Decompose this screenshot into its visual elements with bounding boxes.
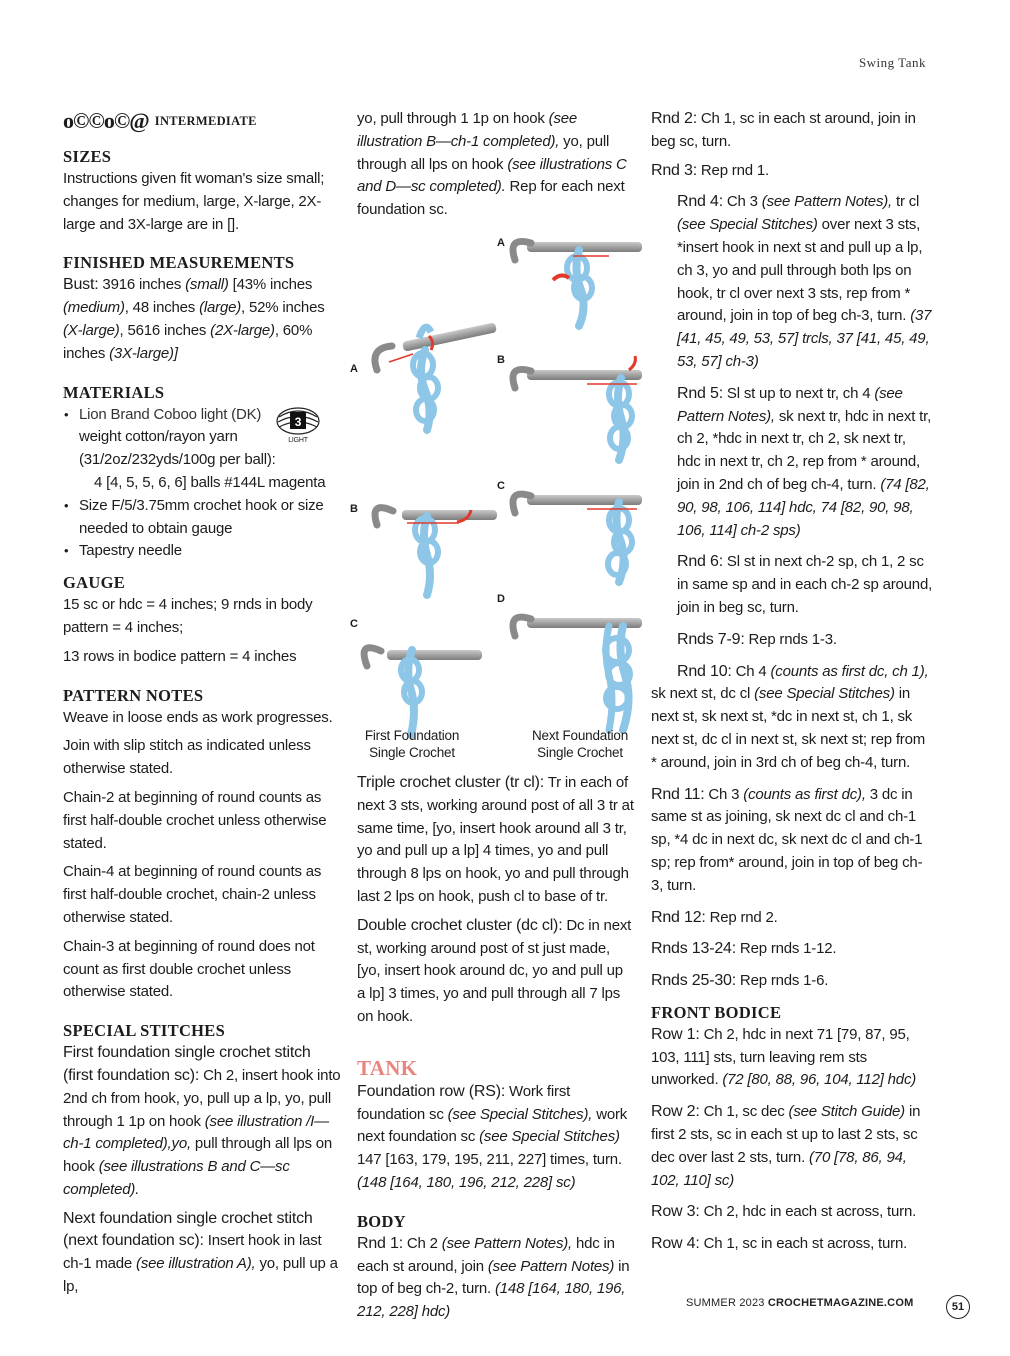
pattern-note-4: Chain-4 at beginning of round counts as first half-double crochet, chain-2 unless otherwise stated. — [63, 863, 322, 926]
footer-publication: SUMMER 2023 CROCHETMAGAZINE.COM — [686, 1297, 914, 1309]
body-round-1: Rnd 1: Ch 2 (see Pattern Notes), hdc in each st around, join (see Pattern Notes) in top of beg ch-2, turn. (148 [164, 180, 196, 212, 228] hdc) — [357, 1234, 630, 1321]
special-stitch-triple-crochet-cluster: Triple crochet cluster (tr cl): Tr in each of next 3 sts, working around post of all 3 tr at same time, [yo, insert hook around all 3 tr, yo and pull up a lp] 4 times, yo and pull through 8 lps on hook, yo and pull through last 2 lps on hook, push cl to base of tr. — [357, 773, 634, 905]
diagram-label-d-right: D — [497, 592, 505, 605]
materials-heading: MATERIALS — [63, 382, 165, 402]
body-rounds-25-30: Rnds 25-30: Rep rnds 1-6. — [651, 972, 829, 990]
special-stitches-heading: SPECIAL STITCHES — [63, 1021, 226, 1041]
gauge-text-1: 15 sc or hdc = 4 inches; 9 rnds in body pattern = 4 inches; — [63, 596, 313, 636]
front-bodice-heading: FRONT BODICE — [651, 1002, 782, 1022]
diagram-label-a-right: A — [497, 236, 505, 249]
left-illustration-b — [375, 508, 497, 595]
finished-measurements-text: Bust: 3916 inches (small) [43% inches (medium), 48 inches (large), 52% inches (X-large), 5616 inches (2X-large), 60% inches (3X-large)] — [63, 276, 325, 362]
foundation-row: Foundation row (RS): Work first foundation sc (see Special Stitches), work next foundation sc (see Special Stitches) 147 [163, 179, 195, 211, 227] times, turn. (148 [164, 180, 196, 212, 228] sc) — [357, 1082, 628, 1191]
diagram-label-c-right: C — [497, 479, 505, 492]
sizes-text: Instructions given fit woman's size small; changes for medium, large, X-large, 2X-large and 3X-large are in []. — [63, 170, 325, 233]
right-illustration-d — [513, 617, 642, 730]
skill-level-label: INTERMEDIATE — [154, 113, 257, 128]
materials-block — [63, 404, 343, 564]
body-round-10: Rnd 10: Ch 4 (counts as first dc, ch 1), sk next st, dc cl (see Special Stitches) in next st, sk next st, *dc in next st, ch 1, sk next st, dc cl in next st, sk next st; rep from * around, join in 3rd ch of beg ch-4, turn. — [651, 662, 929, 771]
crochet-hook-diagram — [347, 230, 647, 768]
svg-text:3: 3 — [294, 414, 302, 429]
diagram-label-c-left: C — [350, 617, 358, 630]
sizes-heading: SIZES — [63, 147, 112, 166]
right-illustration-c — [513, 494, 642, 582]
caption-first-foundation-sc: First Foundation Single Crochet — [364, 727, 460, 760]
caption-next-foundation-sc: Next Foundation Single Crochet — [531, 727, 629, 760]
diagram-label-a-left: A — [350, 362, 358, 375]
materials-item-hook: • Size F/5/3.75mm crochet hook or size needed to obtain gauge — [63, 495, 343, 541]
skill-level — [63, 108, 343, 134]
yarn-weight-icon — [276, 407, 320, 445]
body-round-2: Rnd 2: Ch 1, sc in each st around, join in beg sc, turn. — [651, 110, 916, 150]
front-bodice-row-4: Row 4: Ch 1, sc in each st across, turn. — [651, 1235, 908, 1253]
body-rounds-7-9: Rnds 7-9: Rep rnds 1-3. — [677, 630, 837, 648]
pattern-notes-heading: PATTERN NOTES — [63, 685, 204, 705]
gauge-text-2: 13 rows in bodice pattern = 4 inches — [63, 647, 297, 665]
left-illustration-c — [364, 648, 482, 735]
column-1 — [63, 108, 343, 1299]
column-2 — [350, 108, 635, 1324]
running-header: Swing Tank — [858, 55, 926, 70]
materials-item-needle: • Tapestry needle — [63, 540, 343, 563]
svg-text:LIGHT: LIGHT — [288, 436, 308, 444]
body-round-5: Rnd 5: Sl st up to next tr, ch 4 (see Pattern Notes), sk next tr, hdc in next tr, ch 2, *hdc in next tr, ch 2, sk next tr, hdc in next tr, ch 2, rep from * around, join in 2nd ch of beg ch-4, turn. (74 [82, 90, 98, 106, 114] hdc, 74 [82, 90, 98, 106, 114] ch-2 sps) — [677, 384, 932, 539]
right-illustration-b — [513, 356, 642, 460]
front-bodice-row-2: Row 2: Ch 1, sc dec (see Stitch Guide) in first 2 sts, sc in each st up to last 2 sts, sc dec over last 2 sts, turn. (70 [78, 86, 94, 102, 110] sc) — [651, 1103, 921, 1189]
diagram-label-b-right: B — [497, 353, 505, 366]
right-illustration-a — [513, 241, 642, 326]
pattern-note-5: Chain-3 at beginning of round does not count as first double crochet unless otherwise stated. — [63, 937, 315, 1001]
body-round-6: Rnd 6: Sl st in next ch-2 sp, ch 1, 2 sc in same sp and in each ch-2 sp around, join in beg sc, turn. — [677, 553, 933, 616]
body-round-4: Rnd 4: Ch 3 (see Pattern Notes), tr cl (see Special Stitches) over next 3 sts, *insert hook in next st and pull up a lp, ch 3, yo and pull through both lps on hook, tr cl over next 3 sts, rep from * around, join in top of beg ch-3, turn. (37 [41, 45, 49, 53, 57] trcls, 37 [41, 45, 49, 53, 57] ch-3) — [677, 193, 932, 370]
special-stitch-double-crochet-cluster: Double crochet cluster (dc cl): Dc in next st, working around post of st just made, [yo, insert hook around dc, yo and pull up a lp] 3 times, yo and pull through all 7 lps on hook. — [357, 916, 632, 1025]
foundation-sc-illustrations — [347, 230, 647, 768]
page-number: 51 — [946, 1295, 970, 1319]
body-round-11: Rnd 11: Ch 3 (counts as first dc), 3 dc in same st as joining, sk next dc cl and ch-1 sp, *4 dc in next dc, sk next dc cl and ch-1 sp; rep from* around, join in top of beg ch-3, turn. — [651, 785, 923, 894]
finished-measurements-heading: FINISHED MEASUREMENTS — [63, 253, 295, 273]
pattern-note-2: Join with slip stitch as indicated unless otherwise stated. — [63, 737, 311, 778]
diagram-label-b-left: B — [350, 502, 358, 515]
pattern-note-1: Weave in loose ends as work progresses. — [63, 708, 333, 726]
front-bodice-row-3: Row 3: Ch 2, hdc in each st across, turn. — [651, 1203, 917, 1221]
body-heading: BODY — [357, 1211, 406, 1231]
body-round-12: Rnd 12: Rep rnd 2. — [651, 908, 778, 926]
body-round-3: Rnd 3: Rep rnd 1. — [651, 161, 769, 179]
tank-heading: TANK — [357, 1055, 418, 1080]
column-3 — [651, 108, 933, 1256]
pattern-note-3: Chain-2 at beginning of round counts as first half-double crochet unless otherwise stated. — [63, 788, 327, 852]
gauge-heading: GAUGE — [63, 573, 126, 593]
left-illustration-a — [375, 322, 497, 430]
body-rounds-13-24: Rnds 13-24: Rep rnds 1-12. — [651, 940, 837, 958]
front-bodice-row-1: Row 1: Ch 2, hdc in next 71 [79, 87, 95, 103, 111] sts, turn leaving rem sts unworked. (72 [80, 88, 96, 104, 112] hdc) — [651, 1025, 917, 1089]
foundation-sc-continued: yo, pull through 1 1p on hook (see illustration B—ch-1 completed), yo, pull through all lps on hook (see illustrations C and D—sc completed). Rep for each next foundation sc. — [357, 110, 627, 219]
materials-item-yarn: • Lion Brand Coboo light (DK) weight cotton/rayon yarn (31/2oz/232yds/100g per ball): 4 [4, 5, 5, 6, 6] balls #144L magenta — [63, 404, 343, 495]
special-stitch-next-foundation-sc: Next foundation single crochet stitch (next foundation sc): Insert hook in last ch-1 made (see illustration A), yo, pull up a lp, — [63, 1209, 338, 1296]
special-stitch-first-foundation-sc: First foundation single crochet stitch (first foundation sc): Ch 2, insert hook into 2nd ch from hook, yo, pull up a lp, yo, pull through 1 1p on hook (see illustration /I—ch-1 completed),yo, pull through all lps on hook (see illustrations B and C—sc completed). — [63, 1044, 341, 1198]
skill-level-icons: o©©o©@ — [63, 107, 149, 133]
